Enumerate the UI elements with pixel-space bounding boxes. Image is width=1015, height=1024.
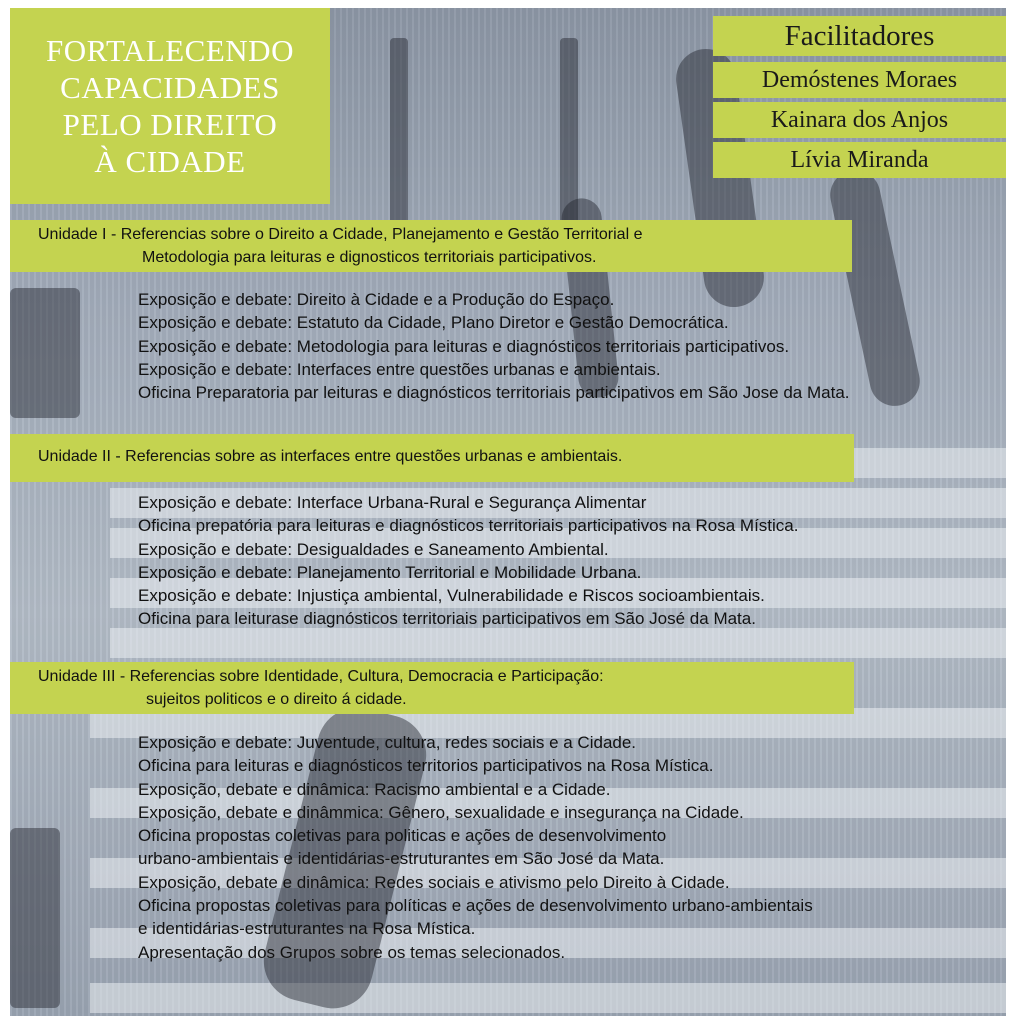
unit-header-line: Unidade II - Referencias sobre as interfaces entre questões urbanas e ambientais. <box>38 448 623 465</box>
list-item: Exposição e debate: Direito à Cidade e a Produção do Espaço. <box>138 290 615 309</box>
unit-item-list <box>138 491 798 631</box>
list-item: Exposição e debate: Injustiça ambiental, Vulnerabilidade e Riscos socioambientais. <box>138 586 765 606</box>
list-item: Oficina para leituras e diagnósticos territorios participativos na Rosa Mística. <box>138 756 714 776</box>
list-item: Oficina propostas coletivas para políticas e ações de desenvolvimento urbano-ambientais <box>138 896 813 916</box>
title-line: FORTALECENDO <box>46 33 294 68</box>
unit-item-list <box>138 731 813 964</box>
unit-header-line: Unidade I - Referencias sobre o Direito a Cidade, Planejamento e Gestão Territorial e <box>38 226 643 243</box>
list-item: Oficina prepatória para leituras e diagnósticos territoriais participativos na Rosa Mística. <box>138 516 799 536</box>
list-item: Exposição, debate e dinâmica: Racismo ambiental e a Cidade. <box>138 779 611 799</box>
unit-item-list <box>138 288 850 404</box>
title-line: PELO DIREITO <box>62 107 278 142</box>
list-item: Oficina Preparatoria par leituras e diagnósticos territoriais participativos em São Jose da Mata. <box>138 383 850 403</box>
list-item: Exposição e debate: Desigualdades e Saneamento Ambiental. <box>138 539 609 559</box>
list-item: Exposição, debate e dinâmica: Redes sociais e ativismo pelo Direito à Cidade. <box>138 872 730 892</box>
poster-title <box>46 32 294 180</box>
title-line: CAPACIDADES <box>60 70 280 105</box>
list-item: Exposição e debate: Interfaces entre questões urbanas e ambientais. <box>138 359 661 379</box>
unit-header-line: Metodologia para leituras e dignosticos territoriais participativos. <box>142 249 597 266</box>
unit-header <box>10 434 854 482</box>
list-item: Exposição e debate: Interface Urbana-Rural e Segurança Alimentar <box>138 493 647 512</box>
list-item: e identidárias-estruturantes na Rosa Mística. <box>138 919 476 939</box>
title-line: À CIDADE <box>94 144 246 179</box>
facilitator-name: Kainara dos Anjos <box>713 102 1006 138</box>
list-item: Exposição e debate: Metodologia para leituras e diagnósticos territoriais participativos. <box>138 336 790 356</box>
list-item: Exposição e debate: Planejamento Territorial e Mobilidade Urbana. <box>138 562 642 582</box>
list-item: urbano-ambientais e identidárias-estruturantes em São José da Mata. <box>138 849 665 869</box>
list-item: Oficina propostas coletivas para politicas e ações de desenvolvimento <box>138 826 667 846</box>
list-item: Oficina para leiturase diagnósticos territoriais participativos em São José da Mata. <box>138 609 756 629</box>
poster <box>10 8 1006 1016</box>
list-item: Apresentação dos Grupos sobre os temas selecionados. <box>138 942 566 962</box>
unit-header-line: sujeitos politicos e o direito á cidade. <box>146 691 407 708</box>
list-item: Exposição e debate: Juventude, cultura, redes sociais e a Cidade. <box>138 733 637 752</box>
facilitator-name: Demóstenes Moraes <box>713 62 1006 98</box>
unit-header <box>10 220 852 272</box>
unit-header-line: Unidade III - Referencias sobre Identidade, Cultura, Democracia e Participação: <box>38 668 604 685</box>
list-item: Exposição e debate: Estatuto da Cidade, Plano Diretor e Gestão Democrática. <box>138 313 729 333</box>
facilitators-heading: Facilitadores <box>713 16 1006 56</box>
list-item: Exposição, debate e dinâmmica: Gênero, sexualidade e insegurança na Cidade. <box>138 802 744 822</box>
unit-header <box>10 662 854 714</box>
title-box <box>10 8 330 204</box>
facilitator-name: Lívia Miranda <box>713 142 1006 178</box>
